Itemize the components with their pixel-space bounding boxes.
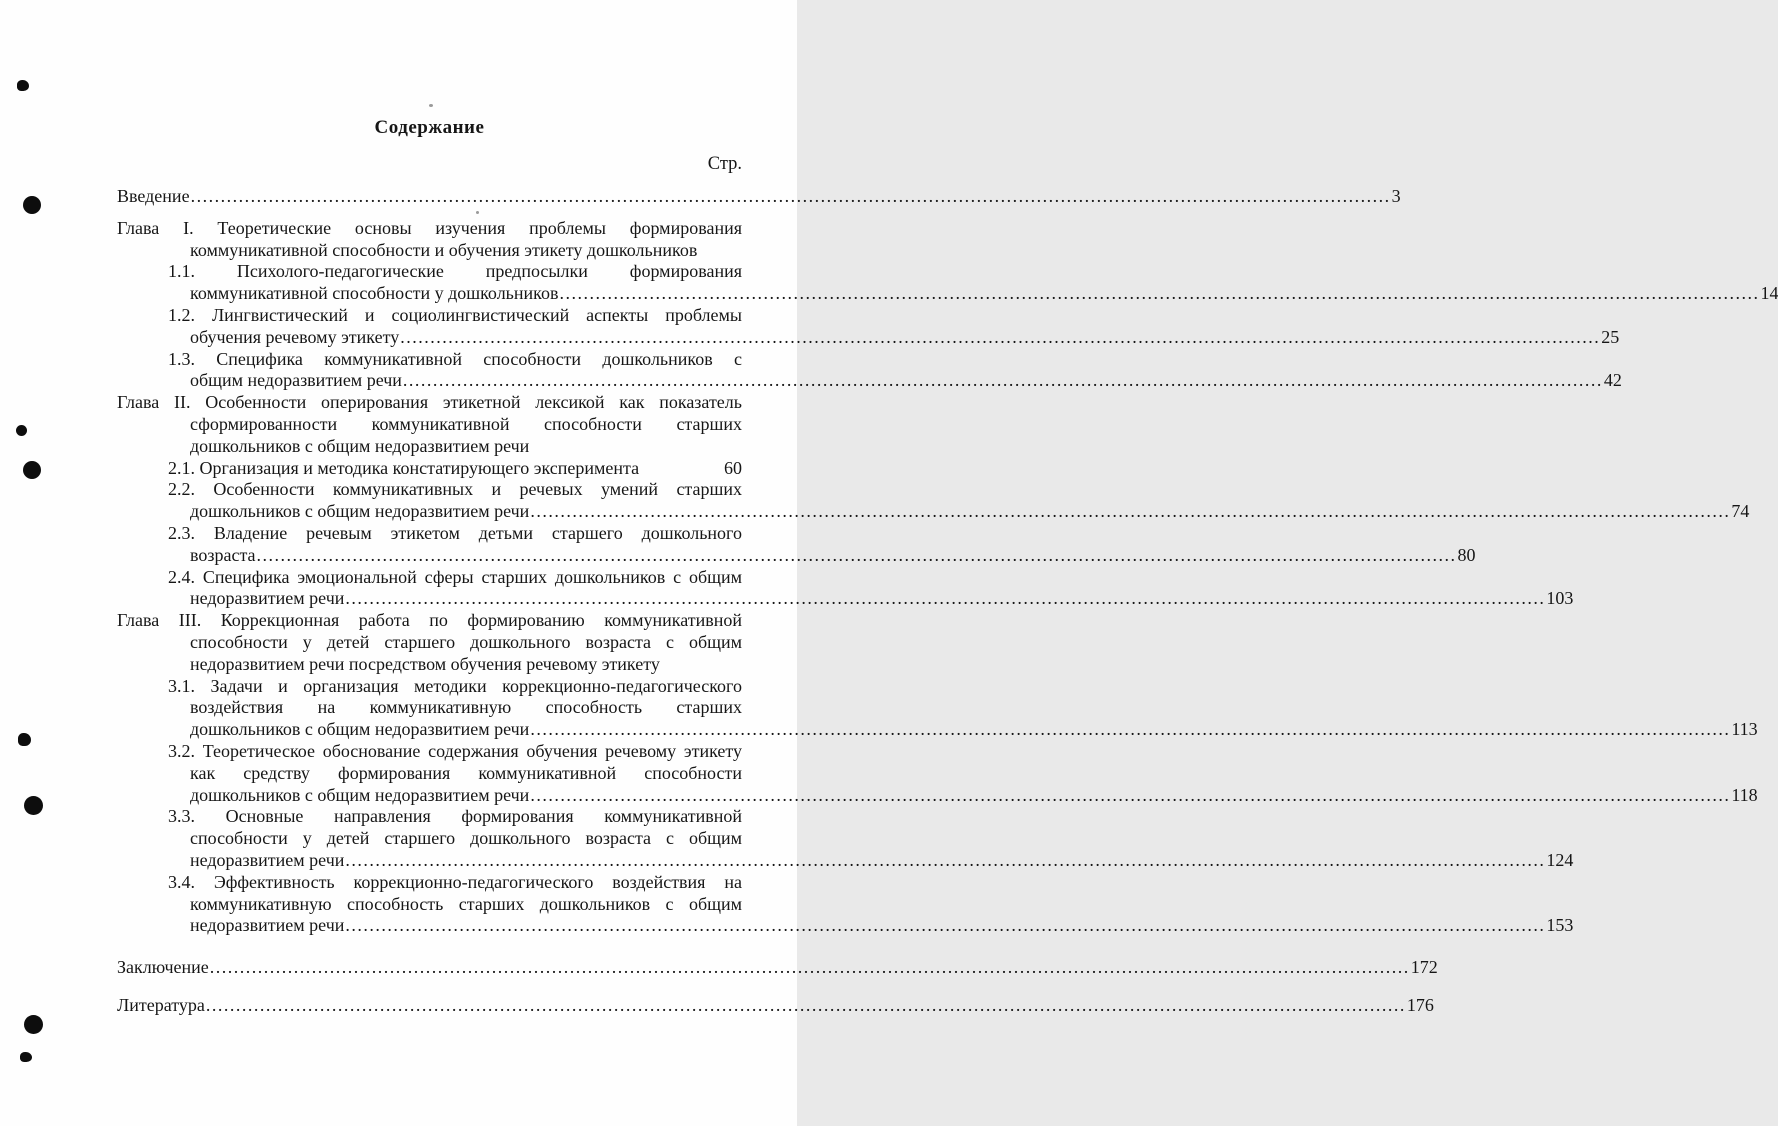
toc-line: [168, 458, 742, 480]
toc-line-text: недоразвитием речи: [190, 915, 345, 936]
toc-leader-dots: ........................................................................................................................................................................................................: [345, 588, 1546, 609]
toc-line: [190, 326, 1620, 349]
toc-line: [190, 654, 742, 676]
toc-line: [190, 828, 742, 850]
toc-line: [190, 632, 742, 654]
toc-line-text: недоразвитием речи: [190, 849, 345, 870]
toc-line-text: Литература: [117, 994, 205, 1015]
toc-page-number: 172: [1410, 957, 1438, 977]
toc-line: [168, 261, 742, 283]
toc-line-text: 1.2. Лингвистический и социолингвистический аспекты проблемы: [168, 304, 742, 325]
toc-line: [168, 479, 742, 501]
toc-leader-dots: ........................................................................................................................................................................................................: [559, 283, 1760, 304]
toc-page-number: 3: [1391, 186, 1401, 206]
toc-leader-dots: ........................................................................................................................................................................................................: [190, 186, 1391, 206]
toc-line-text: дошкольников с общим недоразвитием речи: [190, 501, 530, 522]
toc-line: [190, 915, 1574, 937]
toc-line: [190, 436, 742, 458]
toc-line-text: возраста: [190, 544, 256, 565]
toc-line: [117, 957, 1438, 979]
toc-line: [190, 414, 742, 436]
toc-leader-dots: ........................................................................................................................................................................................................: [530, 501, 1731, 522]
table-of-contents: [117, 186, 1778, 937]
toc-leader-dots: ........................................................................................................................................................................................................: [530, 719, 1731, 740]
toc-line-text: Глава III. Коррекционная работа по формированию коммуникативной: [117, 610, 742, 631]
toc-line-text: общим недоразвитием речи: [190, 370, 402, 391]
toc-line-text: обучения речевому этикету: [190, 326, 400, 347]
toc-line-text: Глава I. Теоретические основы изучения проблемы формирования: [117, 217, 742, 238]
toc-line: [168, 872, 742, 894]
toc-leader-dots: ........................................................................................................................................................................................................: [400, 326, 1601, 347]
toc-leader-dots: ........................................................................................................................................................................................................: [256, 544, 1457, 565]
toc-line: [190, 240, 742, 262]
toc-line: [168, 349, 742, 371]
toc-line: [117, 392, 742, 414]
toc-line: [190, 370, 1622, 392]
toc-line: [190, 501, 1750, 523]
toc-leader-dots: ........................................................................................................................................................................................................: [530, 784, 1731, 805]
toc-line: [190, 849, 1574, 872]
toc-line-text: дошкольников с общим недоразвитием речи: [190, 784, 530, 805]
toc-line-text: 2.1. Организация и методика констатирующего эксперимента: [168, 457, 640, 478]
toc-line-text: 3.4. Эффективность коррекционно-педагогического воздействия на: [168, 871, 742, 892]
toc-line: [190, 283, 1778, 305]
toc-page-number: 153: [1546, 915, 1574, 936]
toc-line-text: дошкольников с общим недоразвитием речи: [190, 435, 530, 456]
toc-page-number: 80: [1457, 544, 1476, 565]
toc-page-number: 14: [1760, 283, 1778, 304]
toc-leader-dots: ........................................................................................................................................................................................................: [345, 849, 1546, 870]
toc-line: [117, 994, 1434, 1017]
toc-line-text: 2.2. Особенности коммуникативных и речевых умений старших: [168, 479, 742, 500]
dust-speck: [429, 104, 433, 107]
toc-line-text: способности у детей старшего дошкольного возраста с общим: [190, 631, 742, 652]
table-of-contents-footer: [117, 957, 1438, 1017]
page-title: Содержание: [374, 117, 485, 138]
toc-line-text: воздействия на коммуникативную способность старших: [190, 697, 742, 718]
toc-page-number: 25: [1601, 326, 1620, 347]
toc-line: [190, 544, 1476, 567]
page-column-label: Стр.: [707, 154, 742, 174]
toc-line-text: 3.1. Задачи и организация методики коррекционно-педагогического: [168, 675, 742, 696]
toc-page-number: 42: [1603, 370, 1622, 391]
ink-blob-artifact: [24, 796, 43, 815]
toc-line-text: 3.3. Основные направления формирования коммуникативной: [168, 806, 742, 827]
toc-page-number: 74: [1731, 501, 1750, 522]
toc-line: [117, 218, 742, 240]
toc-line-text: 3.2. Теоретическое обоснование содержания обучения речевому этикету: [168, 740, 742, 761]
toc-line-text: коммуникативной способности у дошкольников: [190, 283, 559, 304]
toc-line-text: коммуникативную способность старших дошкольников с общим: [190, 893, 742, 914]
toc-line-text: 1.1. Психолого-педагогические предпосылки формирования: [168, 261, 742, 282]
toc-line-text: недоразвитием речи посредством обучения речевому этикету: [190, 653, 660, 674]
toc-page-number: 124: [1546, 849, 1574, 870]
toc-line-text: коммуникативной способности и обучения этикету дошкольников: [190, 239, 698, 260]
toc-line-text: дошкольников с общим недоразвитием речи: [190, 719, 530, 740]
toc-line: [190, 697, 742, 719]
toc-leader-dots: ........................................................................................................................................................................................................: [209, 957, 1410, 977]
toc-line: [168, 305, 742, 327]
toc-leader-dots: ........................................................................................................................................................................................................: [345, 915, 1546, 936]
toc-line-text: Введение: [117, 186, 190, 206]
toc-page-number: 103: [1546, 588, 1574, 609]
toc-leader-dots: ........................................................................................................................................................................................................: [402, 370, 1603, 391]
toc-line: [190, 894, 742, 916]
toc-line-text: сформированности коммуникативной способности старших: [190, 413, 742, 434]
toc-line: [190, 719, 1758, 741]
toc-line: [117, 186, 1401, 208]
toc-page-number: 118: [1731, 784, 1758, 805]
toc-line: [168, 741, 742, 763]
toc-line: [168, 523, 742, 545]
toc-page-number: 113: [1731, 719, 1758, 740]
toc-page-number: 176: [1406, 994, 1434, 1015]
toc-line: [168, 567, 742, 589]
toc-line-text: 2.4. Специфика эмоциональной сферы старших дошкольников с общим: [168, 566, 742, 587]
toc-line-text: способности у детей старшего дошкольного возраста с общим: [190, 828, 742, 849]
toc-leader-dots: ........................................................................................................................................................................................................: [205, 994, 1406, 1015]
toc-line-text: 2.3. Владение речевым этикетом детьми старшего дошкольного: [168, 522, 742, 543]
ink-blob-artifact: [16, 425, 27, 436]
toc-line-text: как средству формирования коммуникативной способности: [190, 762, 742, 783]
ink-blob-artifact: [17, 80, 29, 91]
toc-line: [190, 763, 742, 785]
toc-line-text: Глава II. Особенности оперирования этикетной лексикой как показатель: [117, 392, 742, 413]
toc-line: [190, 588, 1574, 610]
toc-line: [117, 610, 742, 632]
toc-line: [190, 784, 1758, 807]
ink-blob-artifact: [20, 1052, 32, 1062]
ink-blob-artifact: [23, 461, 41, 479]
toc-page-number: 60: [724, 457, 742, 478]
ink-blob-artifact: [23, 196, 41, 214]
toc-line: [168, 676, 742, 698]
ink-blob-artifact: [24, 1015, 43, 1034]
toc-line-text: Заключение: [117, 957, 209, 977]
ink-blob-artifact: [18, 733, 31, 746]
toc-line: [168, 806, 742, 828]
toc-line-text: недоразвитием речи: [190, 588, 345, 609]
toc-line-text: 1.3. Специфика коммуникативной способности дошкольников с: [168, 348, 742, 369]
